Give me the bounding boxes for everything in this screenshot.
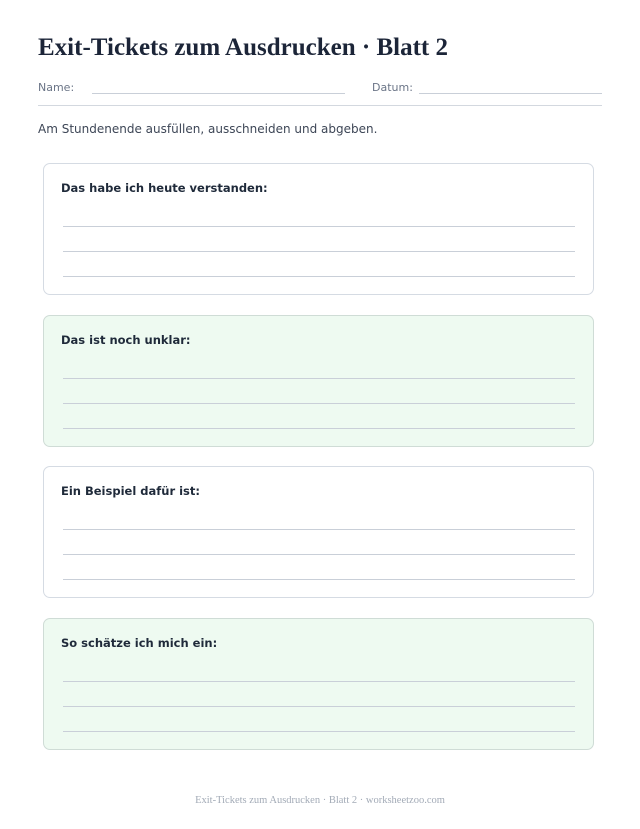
page-title: Exit-Tickets zum Ausdrucken · Blatt 2 [38,34,448,61]
answer-line [63,529,575,530]
exit-ticket-card [43,618,594,750]
card-prompt: Das habe ich heute verstanden: [61,181,268,195]
date-label: Datum: [372,81,413,94]
header-divider [38,105,602,106]
answer-line [63,251,575,252]
date-write-line [419,93,602,94]
answer-line [63,428,575,429]
answer-line [63,579,575,580]
answer-line [63,276,575,277]
answer-line [63,403,575,404]
answer-line [63,681,575,682]
name-label: Name: [38,81,75,94]
answer-line [63,554,575,555]
answer-line [63,706,575,707]
card-prompt: Das ist noch unklar: [61,333,191,347]
exit-ticket-card [43,466,594,598]
page-footer: Exit-Tickets zum Ausdrucken · Blatt 2 · worksheetzoo.com [195,795,445,806]
exit-ticket-card [43,315,594,447]
card-prompt: Ein Beispiel dafür ist: [61,484,200,498]
name-write-line [92,93,345,94]
instructions-text: Am Stundenende ausfüllen, ausschneiden und abgeben. [38,122,378,136]
card-prompt: So schätze ich mich ein: [61,636,218,650]
answer-line [63,378,575,379]
exit-ticket-card [43,163,594,295]
answer-line [63,226,575,227]
answer-line [63,731,575,732]
